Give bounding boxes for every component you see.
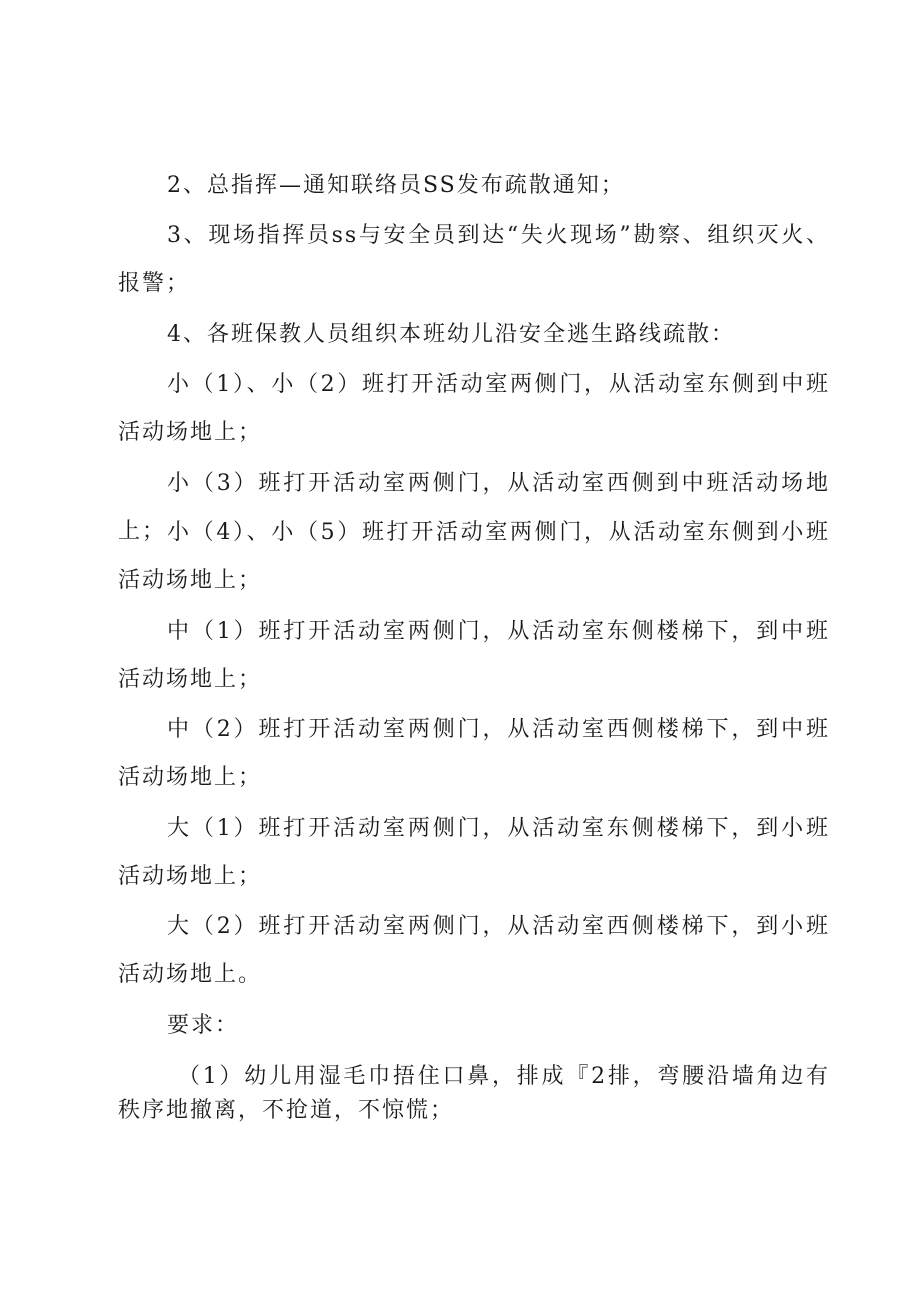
paragraph-requirement-1: （1）幼儿用湿毛巾捂住口鼻，排成『2排，弯腰沿墙角边有秩序地撤离，不抢道，不惊慌； [118,1064,830,1123]
paragraph-large-2: 大（2）班打开活动室两侧门，从活动室西侧楼梯下，到小班活动场地上。 [118,914,830,987]
paragraph-requirements-heading: 要求： [167,1013,240,1038]
paragraph-small-4-5: 小（4）、小（5）班打开活动室两侧门，从活动室东侧到小班活动场地上； [118,520,830,593]
paragraph-middle-2: 中（2）班打开活动室两侧门，从活动室西侧楼梯下，到中班活动场地上； [118,717,830,790]
paragraph-small-1-2: 小（1）、小（2）班打开活动室两侧门，从活动室东侧到中班活动场地上； [118,372,830,445]
paragraph-step-2: 2、总指挥—通知联络员SS发布疏散通知； [167,173,625,198]
paragraph-step-3: 3、现场指挥员ss与安全员到达“失火现场”勘察、组织灭火、报警； [118,223,830,296]
paragraph-step-4: 4、各班保教人员组织本班幼儿沿安全逃生路线疏散： [167,322,735,347]
paragraph-middle-1: 中（1）班打开活动室两侧门，从活动室东侧楼梯下，到中班活动场地上； [118,619,830,692]
paragraph-small-3: 小（3）班打开活动室两侧门，从活动室西侧到中班活动场地上； [118,471,830,544]
paragraph-large-1: 大（1）班打开活动室两侧门，从活动室东侧楼梯下，到小班活动场地上； [118,816,830,889]
